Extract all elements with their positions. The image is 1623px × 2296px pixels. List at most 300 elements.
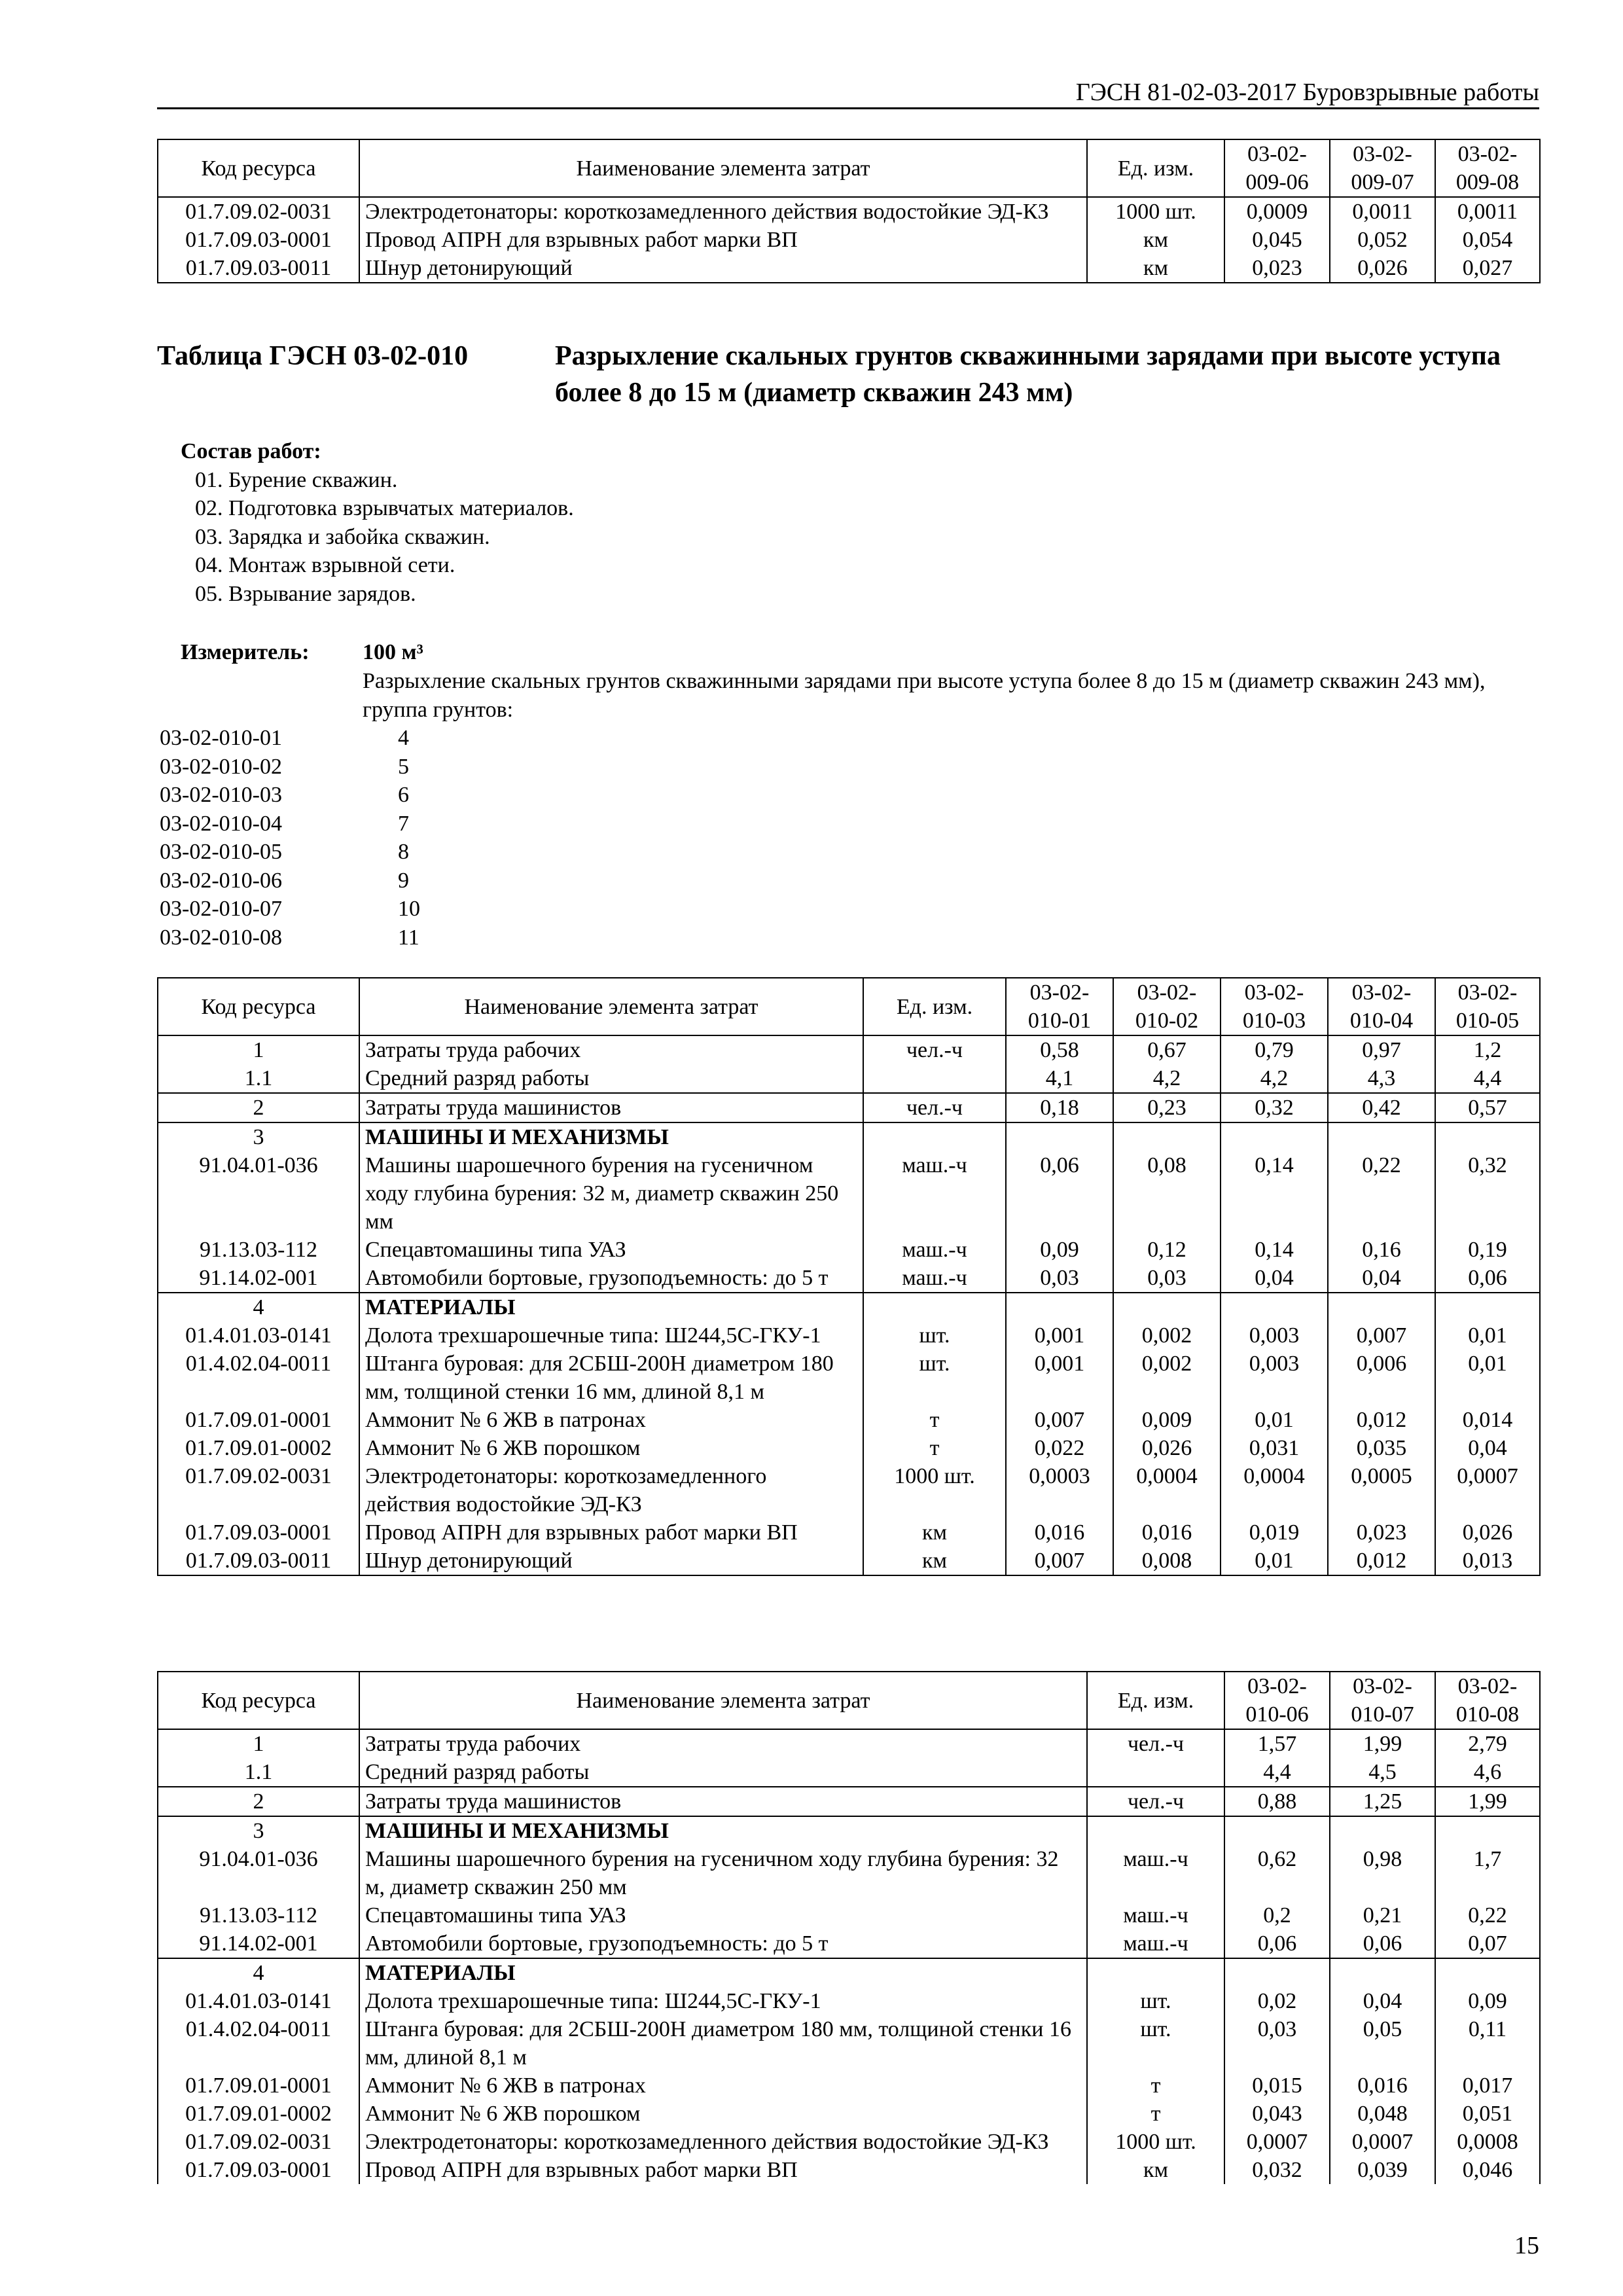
- resource-code: 3: [158, 1816, 359, 1845]
- norm-code-list: [160, 724, 487, 952]
- resource-code: 01.7.09.03-0011: [158, 254, 359, 283]
- norm-value: 0,006: [1328, 1350, 1435, 1406]
- cost-element-name: Автомобили бортовые, грузоподъемность: до 5 т: [359, 1929, 1087, 1958]
- norm-value: [1330, 1958, 1435, 1987]
- norm-value: 1,57: [1224, 1729, 1330, 1758]
- resource-code: 91.04.01-036: [158, 1151, 359, 1236]
- meter-label: Измеритель:: [181, 640, 310, 664]
- resource-code: 91.13.03-112: [158, 1901, 359, 1929]
- header-row: [158, 978, 1540, 1035]
- cost-element-name: Штанга буровая: для 2СБШ-200Н диаметром 180 мм, толщиной стенки 16 мм, длиной 8,1 м: [359, 2015, 1087, 2072]
- norm-value: 0,67: [1113, 1035, 1221, 1064]
- norm-value: 0,046: [1435, 2156, 1540, 2184]
- work-item: 03. Зарядка и забойка скважин.: [195, 524, 490, 549]
- table-row: [158, 1845, 1540, 1901]
- norm-value: 0,039: [1330, 2156, 1435, 2184]
- resource-code: 01.7.09.01-0001: [158, 2072, 359, 2100]
- norm-value: [1328, 1293, 1435, 1321]
- norm-value: 0,22: [1328, 1151, 1435, 1236]
- unit-of-measure: т: [1087, 2072, 1224, 2100]
- norm-value: 0,11: [1435, 2015, 1540, 2072]
- resource-code: 01.7.09.02-0031: [158, 1462, 359, 1518]
- column-header: 03-02-009-07: [1330, 139, 1435, 197]
- table-row: [158, 1264, 1540, 1293]
- cost-element-name: Шнур детонирующий: [359, 254, 1087, 283]
- norm-value: [1330, 1816, 1435, 1845]
- resource-code: 1: [158, 1729, 359, 1758]
- column-header: 03-02-009-08: [1435, 139, 1540, 197]
- norm-code-row: [160, 781, 487, 810]
- unit-of-measure: 1000 шт.: [863, 1462, 1006, 1518]
- cost-element-name: Автомобили бортовые, грузоподъемность: до 5 т: [359, 1264, 863, 1293]
- table-row: [158, 1816, 1540, 1845]
- running-title: ГЭСН 81-02-03-2017 Буровзрывные работы: [1075, 79, 1539, 106]
- resource-code: 01.7.09.03-0001: [158, 1518, 359, 1547]
- cost-element-name: Аммонит № 6 ЖВ порошком: [359, 1434, 863, 1462]
- column-header: 03-02-010-08: [1435, 1672, 1540, 1729]
- unit-of-measure: маш.-ч: [1087, 1929, 1224, 1958]
- norm-code: 03-02-010-01: [160, 726, 282, 750]
- unit-of-measure: км: [1087, 2156, 1224, 2184]
- norm-value: [1435, 1816, 1540, 1845]
- norm-value: [1113, 1293, 1221, 1321]
- norm-value: 0,32: [1221, 1093, 1328, 1122]
- norm-value: 0,003: [1221, 1321, 1328, 1350]
- meter-value: 100 м³: [363, 640, 423, 664]
- norm-value: 0,054: [1435, 226, 1540, 254]
- cost-element-name: МАТЕРИАЛЫ: [359, 1293, 863, 1321]
- work-item: 01. Бурение скважин.: [195, 467, 398, 492]
- column-header: Наименование элемента затрат: [359, 1672, 1087, 1729]
- resource-code: 3: [158, 1122, 359, 1151]
- unit-of-measure: 1000 шт.: [1087, 197, 1224, 226]
- header-row: [158, 139, 1540, 197]
- soil-group: 9: [398, 868, 409, 893]
- norm-value: 0,002: [1113, 1350, 1221, 1406]
- cost-element-name: Машины шарошечного бурения на гусеничном ходу глубина бурения: 32 м, диаметр скважин 250 мм: [359, 1845, 1087, 1901]
- cost-element-name: Спецавтомашины типа УАЗ: [359, 1236, 863, 1264]
- norm-value: 0,01: [1221, 1406, 1328, 1434]
- cost-element-name: Провод АПРН для взрывных работ марки ВП: [359, 1518, 863, 1547]
- norm-value: 0,0007: [1330, 2128, 1435, 2156]
- norm-value: 0,007: [1006, 1547, 1113, 1575]
- column-header: 03-02-010-03: [1221, 978, 1328, 1035]
- column-header: Код ресурса: [158, 978, 359, 1035]
- cost-element-name: Затраты труда машинистов: [359, 1093, 863, 1122]
- norm-value: 4,1: [1006, 1064, 1113, 1093]
- soil-group: 7: [398, 811, 409, 836]
- norm-value: 0,007: [1328, 1321, 1435, 1350]
- norm-value: 0,012: [1328, 1547, 1435, 1575]
- norm-code: 03-02-010-03: [160, 783, 282, 807]
- table-row: [158, 1547, 1540, 1575]
- norm-value: 0,23: [1113, 1093, 1221, 1122]
- unit-of-measure: [1087, 1758, 1224, 1787]
- norm-value: 0,0008: [1435, 2128, 1540, 2156]
- norm-value: 0,03: [1006, 1264, 1113, 1293]
- column-header: 03-02-010-06: [1224, 1672, 1330, 1729]
- norm-value: 0,014: [1435, 1406, 1540, 1434]
- cost-element-name: Долота трехшарошечные типа: Ш244,5С-ГКУ-1: [359, 1321, 863, 1350]
- resource-code: 4: [158, 1958, 359, 1987]
- column-header: 03-02-010-07: [1330, 1672, 1435, 1729]
- norm-value: 0,04: [1330, 1987, 1435, 2015]
- norm-value: 0,03: [1113, 1264, 1221, 1293]
- table-row: [158, 254, 1540, 283]
- work-item: 02. Подготовка взрывчатых материалов.: [195, 496, 574, 520]
- column-header: Ед. изм.: [1087, 139, 1224, 197]
- norm-value: 4,4: [1224, 1758, 1330, 1787]
- resource-code: 91.04.01-036: [158, 1845, 359, 1901]
- unit-of-measure: [863, 1293, 1006, 1321]
- norm-value: 0,57: [1435, 1093, 1540, 1122]
- unit-of-measure: маш.-ч: [863, 1236, 1006, 1264]
- norm-value: 1,99: [1330, 1729, 1435, 1758]
- norm-value: 1,99: [1435, 1787, 1540, 1816]
- table-row: [158, 1350, 1540, 1406]
- norm-value: 0,06: [1224, 1929, 1330, 1958]
- norm-value: 0,023: [1224, 254, 1330, 283]
- norm-value: 0,026: [1113, 1434, 1221, 1462]
- unit-of-measure: шт.: [1087, 2015, 1224, 2072]
- resource-code: 01.7.09.01-0001: [158, 1406, 359, 1434]
- table-row: [158, 1293, 1540, 1321]
- table-row: [158, 1151, 1540, 1236]
- norm-value: 0,06: [1330, 1929, 1435, 1958]
- table-row: [158, 1958, 1540, 1987]
- resource-code: 91.14.02-001: [158, 1929, 359, 1958]
- norm-value: 0,06: [1006, 1151, 1113, 1236]
- unit-of-measure: чел.-ч: [1087, 1729, 1224, 1758]
- resource-code: 01.7.09.01-0002: [158, 1434, 359, 1462]
- norm-value: [1224, 1816, 1330, 1845]
- norm-value: 0,0004: [1113, 1462, 1221, 1518]
- norm-code-row: [160, 867, 487, 895]
- resource-table-1: [157, 977, 1541, 1576]
- norm-value: 0,048: [1330, 2100, 1435, 2128]
- norm-code-row: [160, 810, 487, 838]
- norm-value: [1328, 1122, 1435, 1151]
- norm-value: 0,051: [1435, 2100, 1540, 2128]
- table-row: [158, 2015, 1540, 2072]
- norm-value: 0,04: [1435, 1434, 1540, 1462]
- resource-code: 01.4.02.04-0011: [158, 2015, 359, 2072]
- column-header: 03-02-010-05: [1435, 978, 1540, 1035]
- norm-value: 0,026: [1435, 1518, 1540, 1547]
- norm-code: 03-02-010-08: [160, 925, 282, 950]
- cost-element-name: Аммонит № 6 ЖВ в патронах: [359, 1406, 863, 1434]
- norm-code-row: [160, 724, 487, 753]
- resource-code: 01.7.09.02-0031: [158, 2128, 359, 2156]
- unit-of-measure: чел.-ч: [1087, 1787, 1224, 1816]
- page-number: 15: [1514, 2232, 1539, 2259]
- norm-value: 0,026: [1330, 254, 1435, 283]
- table-row: [158, 2072, 1540, 2100]
- column-header: 03-02-010-04: [1328, 978, 1435, 1035]
- cost-element-name: Провод АПРН для взрывных работ марки ВП: [359, 2156, 1087, 2184]
- norm-value: 0,79: [1221, 1035, 1328, 1064]
- norm-value: 0,0011: [1330, 197, 1435, 226]
- norm-value: 0,09: [1006, 1236, 1113, 1264]
- norm-value: 0,016: [1113, 1518, 1221, 1547]
- cost-element-name: Электродетонаторы: короткозамедленного действия водостойкие ЭД-КЗ: [359, 1462, 863, 1518]
- cost-element-name: Долота трехшарошечные типа: Ш244,5С-ГКУ-1: [359, 1987, 1087, 2015]
- norm-value: 0,001: [1006, 1350, 1113, 1406]
- norm-value: 4,2: [1221, 1064, 1328, 1093]
- norm-value: 4,6: [1435, 1758, 1540, 1787]
- table-row: [158, 1035, 1540, 1064]
- cost-element-name: МАШИНЫ И МЕХАНИЗМЫ: [359, 1816, 1087, 1845]
- norm-value: [1435, 1293, 1540, 1321]
- norm-value: 0,42: [1328, 1093, 1435, 1122]
- table-row: [158, 2100, 1540, 2128]
- norm-value: 4,4: [1435, 1064, 1540, 1093]
- cost-element-name: Средний разряд работы: [359, 1064, 863, 1093]
- cost-element-name: Электродетонаторы: короткозамедленного действия водостойкие ЭД-КЗ: [359, 2128, 1087, 2156]
- norm-value: 0,88: [1224, 1787, 1330, 1816]
- unit-of-measure: маш.-ч: [863, 1151, 1006, 1236]
- norm-value: [1224, 1958, 1330, 1987]
- norm-value: 0,015: [1224, 2072, 1330, 2100]
- norm-value: 0,32: [1435, 1151, 1540, 1236]
- resource-code: 2: [158, 1787, 359, 1816]
- norm-value: 0,0003: [1006, 1462, 1113, 1518]
- unit-of-measure: км: [863, 1547, 1006, 1575]
- norm-value: 0,58: [1006, 1035, 1113, 1064]
- soil-group: 8: [398, 840, 409, 864]
- column-header: Наименование элемента затрат: [359, 978, 863, 1035]
- column-header: 03-02-010-02: [1113, 978, 1221, 1035]
- norm-value: 0,19: [1435, 1236, 1540, 1264]
- norm-value: 0,07: [1435, 1929, 1540, 1958]
- unit-of-measure: маш.-ч: [1087, 1901, 1224, 1929]
- table-row: [158, 1093, 1540, 1122]
- norm-value: 0,032: [1224, 2156, 1330, 2184]
- norm-value: 0,05: [1330, 2015, 1435, 2072]
- norm-value: 2,79: [1435, 1729, 1540, 1758]
- meter-description: Разрыхление скальных грунтов скважинными зарядами при высоте уступа более 8 до 15 м (диаметр скважин 243 мм), группа грунтов:: [363, 669, 1486, 722]
- unit-of-measure: т: [1087, 2100, 1224, 2128]
- norm-value: [1221, 1293, 1328, 1321]
- norm-code-row: [160, 895, 487, 924]
- cost-element-name: Затраты труда рабочих: [359, 1729, 1087, 1758]
- norm-value: 0,01: [1435, 1350, 1540, 1406]
- table-row: [158, 2128, 1540, 2156]
- norm-value: [1435, 1122, 1540, 1151]
- norm-value: 0,0007: [1224, 2128, 1330, 2156]
- norm-value: [1006, 1293, 1113, 1321]
- norm-value: 0,0007: [1435, 1462, 1540, 1518]
- table-row: [158, 1729, 1540, 1758]
- column-header: Код ресурса: [158, 139, 359, 197]
- norm-value: 1,7: [1435, 1845, 1540, 1901]
- norm-value: 0,052: [1330, 226, 1435, 254]
- resource-code: 91.13.03-112: [158, 1236, 359, 1264]
- norm-value: 0,12: [1113, 1236, 1221, 1264]
- resource-code: 01.7.09.03-0001: [158, 226, 359, 254]
- cost-element-name: МАШИНЫ И МЕХАНИЗМЫ: [359, 1122, 863, 1151]
- header-rule: [157, 107, 1539, 109]
- table-row: [158, 1406, 1540, 1434]
- norm-value: 0,007: [1006, 1406, 1113, 1434]
- unit-of-measure: км: [1087, 226, 1224, 254]
- norm-value: 0,045: [1224, 226, 1330, 254]
- norm-value: 0,2: [1224, 1901, 1330, 1929]
- cost-element-name: Аммонит № 6 ЖВ порошком: [359, 2100, 1087, 2128]
- unit-of-measure: чел.-ч: [863, 1093, 1006, 1122]
- cost-element-name: МАТЕРИАЛЫ: [359, 1958, 1087, 1987]
- cost-element-name: Шнур детонирующий: [359, 1547, 863, 1575]
- cost-element-name: Средний разряд работы: [359, 1758, 1087, 1787]
- unit-of-measure: маш.-ч: [1087, 1845, 1224, 1901]
- norm-value: 1,2: [1435, 1035, 1540, 1064]
- unit-of-measure: маш.-ч: [863, 1264, 1006, 1293]
- cost-element-name: Штанга буровая: для 2СБШ-200Н диаметром 180 мм, толщиной стенки 16 мм, длиной 8,1 м: [359, 1350, 863, 1406]
- cost-element-name: Затраты труда рабочих: [359, 1035, 863, 1064]
- unit-of-measure: [863, 1122, 1006, 1151]
- norm-value: 0,0005: [1328, 1462, 1435, 1518]
- resource-code: 4: [158, 1293, 359, 1321]
- norm-value: 0,016: [1330, 2072, 1435, 2100]
- cost-element-name: Машины шарошечного бурения на гусеничном ходу глубина бурения: 32 м, диаметр скважин 250 мм: [359, 1151, 863, 1236]
- norm-value: [1221, 1122, 1328, 1151]
- table-row: [158, 226, 1540, 254]
- column-header: 03-02-009-06: [1224, 139, 1330, 197]
- work-item: 04. Монтаж взрывной сети.: [195, 553, 455, 577]
- header-row: [158, 1672, 1540, 1729]
- norm-value: 4,3: [1328, 1064, 1435, 1093]
- unit-of-measure: 1000 шт.: [1087, 2128, 1224, 2156]
- resource-code: 01.4.01.03-0141: [158, 1987, 359, 2015]
- unit-of-measure: [863, 1064, 1006, 1093]
- column-header: Ед. изм.: [1087, 1672, 1224, 1729]
- unit-of-measure: чел.-ч: [863, 1035, 1006, 1064]
- resource-code: 01.7.09.03-0001: [158, 2156, 359, 2184]
- table-row: [158, 1787, 1540, 1816]
- soil-group: 4: [398, 726, 409, 750]
- resource-code: 01.7.09.02-0031: [158, 197, 359, 226]
- norm-value: 0,035: [1328, 1434, 1435, 1462]
- table-row: [158, 197, 1540, 226]
- norm-value: 0,012: [1328, 1406, 1435, 1434]
- norm-value: 0,21: [1330, 1901, 1435, 1929]
- norm-code: 03-02-010-05: [160, 840, 282, 864]
- column-header: Наименование элемента затрат: [359, 139, 1087, 197]
- work-item: 05. Взрывание зарядов.: [195, 581, 416, 606]
- norm-value: 0,14: [1221, 1151, 1328, 1236]
- norm-value: 4,2: [1113, 1064, 1221, 1093]
- work-composition: [181, 437, 574, 608]
- soil-group: 10: [398, 897, 420, 921]
- table-row: [158, 2156, 1540, 2184]
- resource-code: 2: [158, 1093, 359, 1122]
- norm-code: 03-02-010-02: [160, 754, 282, 779]
- norm-code-row: [160, 838, 487, 867]
- unit-of-measure: [1087, 1958, 1224, 1987]
- norm-value: 0,06: [1435, 1264, 1540, 1293]
- norm-value: 0,009: [1113, 1406, 1221, 1434]
- norm-value: 0,22: [1435, 1901, 1540, 1929]
- soil-group: 6: [398, 783, 409, 807]
- norm-value: 0,016: [1006, 1518, 1113, 1547]
- column-header: Код ресурса: [158, 1672, 359, 1729]
- cost-element-name: Аммонит № 6 ЖВ в патронах: [359, 2072, 1087, 2100]
- norm-value: 0,002: [1113, 1321, 1221, 1350]
- unit-of-measure: шт.: [863, 1321, 1006, 1350]
- cost-element-name: Провод АПРН для взрывных работ марки ВП: [359, 226, 1087, 254]
- table-row: [158, 1236, 1540, 1264]
- norm-value: 0,03: [1224, 2015, 1330, 2072]
- norm-value: 0,0011: [1435, 197, 1540, 226]
- resource-code: 01.7.09.01-0002: [158, 2100, 359, 2128]
- norm-value: 0,18: [1006, 1093, 1113, 1122]
- norm-value: 0,01: [1221, 1547, 1328, 1575]
- cost-element-name: Спецавтомашины типа УАЗ: [359, 1901, 1087, 1929]
- norm-code-row: [160, 753, 487, 781]
- norm-value: 0,0009: [1224, 197, 1330, 226]
- norm-code: 03-02-010-07: [160, 897, 282, 921]
- norm-value: 0,001: [1006, 1321, 1113, 1350]
- norm-value: 0,027: [1435, 254, 1540, 283]
- cost-element-name: Электродетонаторы: короткозамедленного действия водостойкие ЭД-КЗ: [359, 197, 1087, 226]
- norm-code: 03-02-010-04: [160, 811, 282, 836]
- unit-of-measure: т: [863, 1434, 1006, 1462]
- norm-value: 0,022: [1006, 1434, 1113, 1462]
- unit-of-measure: [1087, 1816, 1224, 1845]
- table-row: [158, 1758, 1540, 1787]
- norm-value: 0,98: [1330, 1845, 1435, 1901]
- unit-of-measure: шт.: [863, 1350, 1006, 1406]
- norm-value: 0,14: [1221, 1236, 1328, 1264]
- norm-value: 0,16: [1328, 1236, 1435, 1264]
- norm-code: 03-02-010-06: [160, 868, 282, 893]
- norm-value: 0,97: [1328, 1035, 1435, 1064]
- norm-value: [1113, 1122, 1221, 1151]
- norm-value: 0,08: [1113, 1151, 1221, 1236]
- table-row: [158, 1987, 1540, 2015]
- norm-value: [1006, 1122, 1113, 1151]
- table-row: [158, 1321, 1540, 1350]
- cost-element-name: Затраты труда машинистов: [359, 1787, 1087, 1816]
- table-row: [158, 1901, 1540, 1929]
- norm-value: 4,5: [1330, 1758, 1435, 1787]
- norm-value: 0,013: [1435, 1547, 1540, 1575]
- resource-code: 01.4.01.03-0141: [158, 1321, 359, 1350]
- resource-code: 1: [158, 1035, 359, 1064]
- soil-group: 5: [398, 754, 409, 779]
- resource-code: 1.1: [158, 1064, 359, 1093]
- unit-of-measure: т: [863, 1406, 1006, 1434]
- norm-value: 0,031: [1221, 1434, 1328, 1462]
- norm-value: 0,043: [1224, 2100, 1330, 2128]
- norm-value: 0,003: [1221, 1350, 1328, 1406]
- resource-table-2: [157, 1671, 1541, 2184]
- resource-code: 91.14.02-001: [158, 1264, 359, 1293]
- norm-value: 0,019: [1221, 1518, 1328, 1547]
- norm-value: 0,023: [1328, 1518, 1435, 1547]
- table-row: [158, 1518, 1540, 1547]
- continuation-table: [157, 139, 1541, 283]
- soil-group: 11: [398, 925, 419, 950]
- norm-value: [1435, 1958, 1540, 1987]
- unit-of-measure: км: [1087, 254, 1224, 283]
- table-row: [158, 1064, 1540, 1093]
- table-number: Таблица ГЭСН 03-02-010: [157, 341, 469, 371]
- norm-value: 0,02: [1224, 1987, 1330, 2015]
- norm-value: 0,04: [1221, 1264, 1328, 1293]
- resource-code: 1.1: [158, 1758, 359, 1787]
- table-row: [158, 1122, 1540, 1151]
